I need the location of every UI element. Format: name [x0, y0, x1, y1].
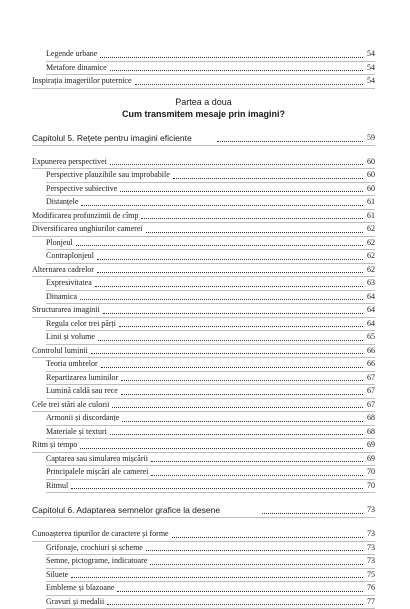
page-number: 59: [367, 131, 375, 145]
page-number: 60: [366, 169, 375, 182]
page-number: 62: [366, 250, 375, 263]
toc-entry[interactable]: [32, 304, 375, 318]
toc-entry[interactable]: [46, 331, 375, 345]
leader-dots: [71, 487, 363, 489]
leader-dots: [76, 244, 363, 246]
page-number: 62: [366, 223, 375, 236]
toc-entry[interactable]: [46, 466, 375, 480]
page-number: 68: [366, 412, 375, 425]
toc-entry[interactable]: [46, 372, 375, 386]
toc-entry[interactable]: [32, 156, 375, 170]
entry-title: Perspective plauzibile sau improbabile: [46, 169, 171, 182]
toc-entry[interactable]: [46, 453, 375, 467]
chapter-6-heading[interactable]: [32, 503, 375, 518]
page-number: 73: [366, 542, 375, 555]
toc-entry[interactable]: [46, 62, 375, 76]
page-number: 62: [366, 237, 375, 250]
entry-title: Teoria umbrelor: [46, 358, 99, 371]
page-number: 54: [366, 48, 375, 61]
leader-dots: [120, 190, 363, 192]
part-heading: [32, 97, 375, 119]
entry-title: Expresivitatea: [46, 277, 93, 290]
leader-dots: [146, 231, 363, 233]
page-number: 73: [367, 503, 375, 517]
toc-entry[interactable]: [46, 169, 375, 183]
toc-entry[interactable]: [46, 250, 375, 264]
leader-dots: [135, 83, 363, 85]
entry-title: Materiale și texturi: [46, 426, 108, 439]
page-number: 61: [366, 210, 375, 223]
page-number: 68: [366, 426, 375, 439]
entry-title: Gravuri și medalii: [46, 596, 105, 609]
page-number: 65: [366, 331, 375, 344]
toc-entry[interactable]: [32, 439, 375, 453]
entry-title: Captarea sau simularea mișcării: [46, 453, 149, 466]
page-number: 60: [366, 156, 375, 169]
entry-title: Regula celor trei părți: [46, 318, 117, 331]
page-number: 64: [366, 304, 375, 317]
leader-dots: [262, 512, 363, 514]
leader-dots: [110, 69, 363, 71]
entry-title: Plonjeul: [46, 237, 74, 250]
leader-dots: [172, 536, 363, 538]
chapter-title: Capitolul 5. Rețete pentru imagini eficiente: [32, 131, 193, 145]
entry-title: Contraplonjeul: [46, 250, 95, 263]
page-number: 77: [366, 596, 375, 609]
toc-entry[interactable]: [32, 345, 375, 359]
page-number: 69: [366, 439, 375, 452]
page-number: 66: [366, 358, 375, 371]
table-of-contents: [32, 48, 375, 609]
leader-dots: [217, 140, 363, 142]
chapter-title: Capitolul 6. Adaptarea semnelor grafice la desene: [32, 503, 221, 517]
entry-title: Perspective subiective: [46, 183, 118, 196]
entry-title: Armonii și discordanțe: [46, 412, 120, 425]
entry-title: Inspirația imageriilor puternice: [32, 75, 133, 88]
entry-title: Semne, pictograme, indicatoare: [46, 555, 148, 568]
leader-dots: [97, 258, 363, 260]
toc-entry[interactable]: [32, 210, 375, 224]
leader-dots: [150, 563, 363, 565]
entry-title: Siluete: [46, 569, 69, 582]
entry-title: Ritm și tempo: [32, 439, 78, 452]
page-number: 62: [366, 264, 375, 277]
page-number: 64: [366, 318, 375, 331]
toc-entry[interactable]: [32, 75, 375, 89]
part-label: Partea a doua: [32, 97, 375, 107]
entry-title: Controlul luminii: [32, 345, 89, 358]
page-number: 54: [366, 62, 375, 75]
page-number: 60: [366, 183, 375, 196]
leader-dots: [71, 576, 363, 578]
leader-dots: [121, 393, 363, 395]
toc-entry[interactable]: [46, 542, 375, 556]
toc-entry[interactable]: [46, 385, 375, 399]
leader-dots: [100, 56, 363, 58]
leader-dots: [112, 406, 363, 408]
leader-dots: [141, 217, 363, 219]
leader-dots: [80, 447, 363, 449]
toc-entry[interactable]: [46, 196, 375, 210]
leader-dots: [110, 163, 363, 165]
toc-entry[interactable]: [46, 412, 375, 426]
leader-dots: [119, 325, 363, 327]
leader-dots: [97, 271, 363, 273]
leader-dots: [107, 603, 363, 605]
toc-entry[interactable]: [46, 183, 375, 197]
page-number: 63: [366, 277, 375, 290]
leader-dots: [95, 285, 363, 287]
part-title: Cum transmitem mesaje prin imagini?: [32, 109, 375, 119]
leader-dots: [98, 339, 363, 341]
toc-entry[interactable]: [46, 569, 375, 583]
entry-title: Metafore dinamice: [46, 62, 108, 75]
chapter-5-entries: [32, 156, 375, 494]
entry-title: Linii și volume: [46, 331, 96, 344]
page-number: 69: [366, 453, 375, 466]
toc-entry[interactable]: [32, 399, 375, 413]
leader-dots: [101, 366, 363, 368]
page-number: 66: [366, 345, 375, 358]
entry-title: Cunoașterea tipurilor de caractere și forme: [32, 528, 170, 541]
leader-dots: [122, 420, 363, 422]
toc-entry[interactable]: [46, 277, 375, 291]
toc-entry[interactable]: [46, 426, 375, 440]
leader-dots: [121, 379, 363, 381]
page-number: 54: [366, 75, 375, 88]
toc-entry[interactable]: [46, 291, 375, 305]
entry-title: Grifonaje, crochiuri și scheme: [46, 542, 144, 555]
page-number: 75: [366, 569, 375, 582]
toc-top-section: [32, 48, 375, 89]
toc-entry[interactable]: [46, 555, 375, 569]
page-number: 61: [366, 196, 375, 209]
page-number: 67: [366, 372, 375, 385]
entry-title: Embleme și blazoane: [46, 582, 115, 595]
leader-dots: [110, 433, 363, 435]
toc-entry[interactable]: [46, 318, 375, 332]
page-number: 73: [366, 528, 375, 541]
toc-entry[interactable]: [46, 237, 375, 251]
leader-dots: [80, 298, 363, 300]
toc-entry[interactable]: [46, 358, 375, 372]
toc-entry[interactable]: [32, 264, 375, 278]
entry-title: Modificarea profunzimii de cîmp: [32, 210, 139, 223]
leader-dots: [103, 312, 363, 314]
page-number: 76: [366, 582, 375, 595]
toc-entry[interactable]: [46, 582, 375, 596]
leader-dots: [146, 549, 363, 551]
entry-title: Ritmul: [46, 480, 69, 493]
entry-title: Dinamica: [46, 291, 78, 304]
entry-title: Principalele mișcări ale camerei: [46, 466, 149, 479]
entry-title: Expunerea perspectivei: [32, 156, 108, 169]
entry-title: Diversificarea unghiurilor camerei: [32, 223, 144, 236]
toc-entry[interactable]: [46, 480, 375, 494]
entry-title: Structurarea imaginii: [32, 304, 101, 317]
page-number: 67: [366, 399, 375, 412]
entry-title: Legende urbane: [46, 48, 98, 61]
leader-dots: [173, 177, 363, 179]
leader-dots: [151, 460, 363, 462]
page-number: 73: [366, 555, 375, 568]
leader-dots: [151, 474, 363, 476]
leader-dots: [91, 352, 363, 354]
toc-entry[interactable]: [32, 223, 375, 237]
entry-title: Distanțele: [46, 196, 79, 209]
entry-title: Repartizarea luminilor: [46, 372, 119, 385]
leader-dots: [117, 590, 363, 592]
page-number: 64: [366, 291, 375, 304]
toc-entry[interactable]: [46, 48, 375, 62]
chapter-6-entries: [32, 528, 375, 609]
entry-title: Alternarea cadrelor: [32, 264, 95, 277]
leader-dots: [81, 204, 363, 206]
entry-title: Cele trei stări ale culorii: [32, 399, 110, 412]
page-number: 70: [366, 466, 375, 479]
page-number: 67: [366, 385, 375, 398]
toc-entry[interactable]: [32, 528, 375, 542]
chapter-5-heading[interactable]: [32, 131, 375, 146]
entry-title: Lumină caldă sau rece: [46, 385, 119, 398]
page-number: 70: [366, 480, 375, 493]
